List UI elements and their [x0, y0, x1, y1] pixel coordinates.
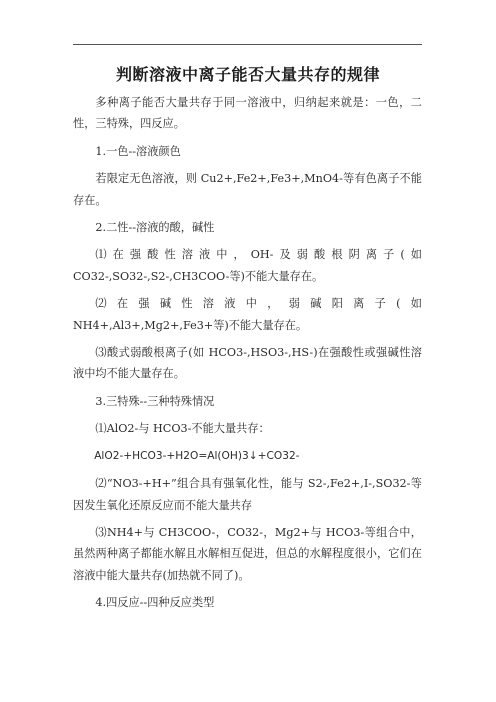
intro-paragraph: 多种离子能否大量共存于同一溶液中，归纳起来就是：一色，二性，三特殊，四反应。 [73, 96, 422, 131]
document-body [73, 92, 422, 620]
paragraph-colorless-solution: 若限定无色溶液，则 Cu2+,Fe2+,Fe3+,MnO4-等有色离子不能存在。 [73, 172, 422, 207]
paragraph-strong-base: ⑵在强碱性溶液中，弱碱阳离子(如 NH4+,Al3+,Mg2+,Fe3+等)不能大量存在。 [73, 297, 422, 332]
section-heading-3: 3.三特殊--三种特殊情况 [95, 394, 215, 408]
section-heading-1: 1.一色--溶液颜色 [95, 144, 181, 158]
paragraph-hydrolysis-pairs: ⑶NH4+与 CH3COO-，CO32-，Mg2+与 HCO3-等组合中，虽然两种离子都能水解且水解相互促进，但总的水解程度很小，它们在溶液中能大量共存(加热就不同了)。 [73, 525, 422, 582]
document-title: 判断溶液中离子能否大量共存的规律 [115, 65, 380, 84]
paragraph-no3-h-oxidizing: ⑵“NO3-+H+”组合具有强氧化性，能与 S2-,Fe2+,I-,SO32-等因发生氧化还原反应而不能大量共存 [73, 477, 422, 512]
paragraph-alo2-hco3: ⑴AlO2-与 HCO3-不能大量共存： [95, 422, 270, 436]
section-heading-2: 2.二性--溶液的酸，碱性 [95, 221, 215, 235]
section-heading-4: 4.四反应--四种反应类型 [95, 596, 215, 610]
reaction-equation: AlO2-+HCO3-+H2O=Al(OH)3↓+CO32- [94, 449, 300, 462]
header-rule [73, 44, 422, 45]
paragraph-strong-acid: ⑴在强酸性溶液中，OH-及弱酸根阴离子(如 CO32-,SO32-,S2-,CH3COO-等)不能大量存在。 [73, 248, 422, 283]
paragraph-acid-salt-ions: ⑶酸式弱酸根离子(如 HCO3-,HSO3-,HS-)在强酸性或强碱性溶液中均不能大量存在。 [73, 346, 422, 381]
